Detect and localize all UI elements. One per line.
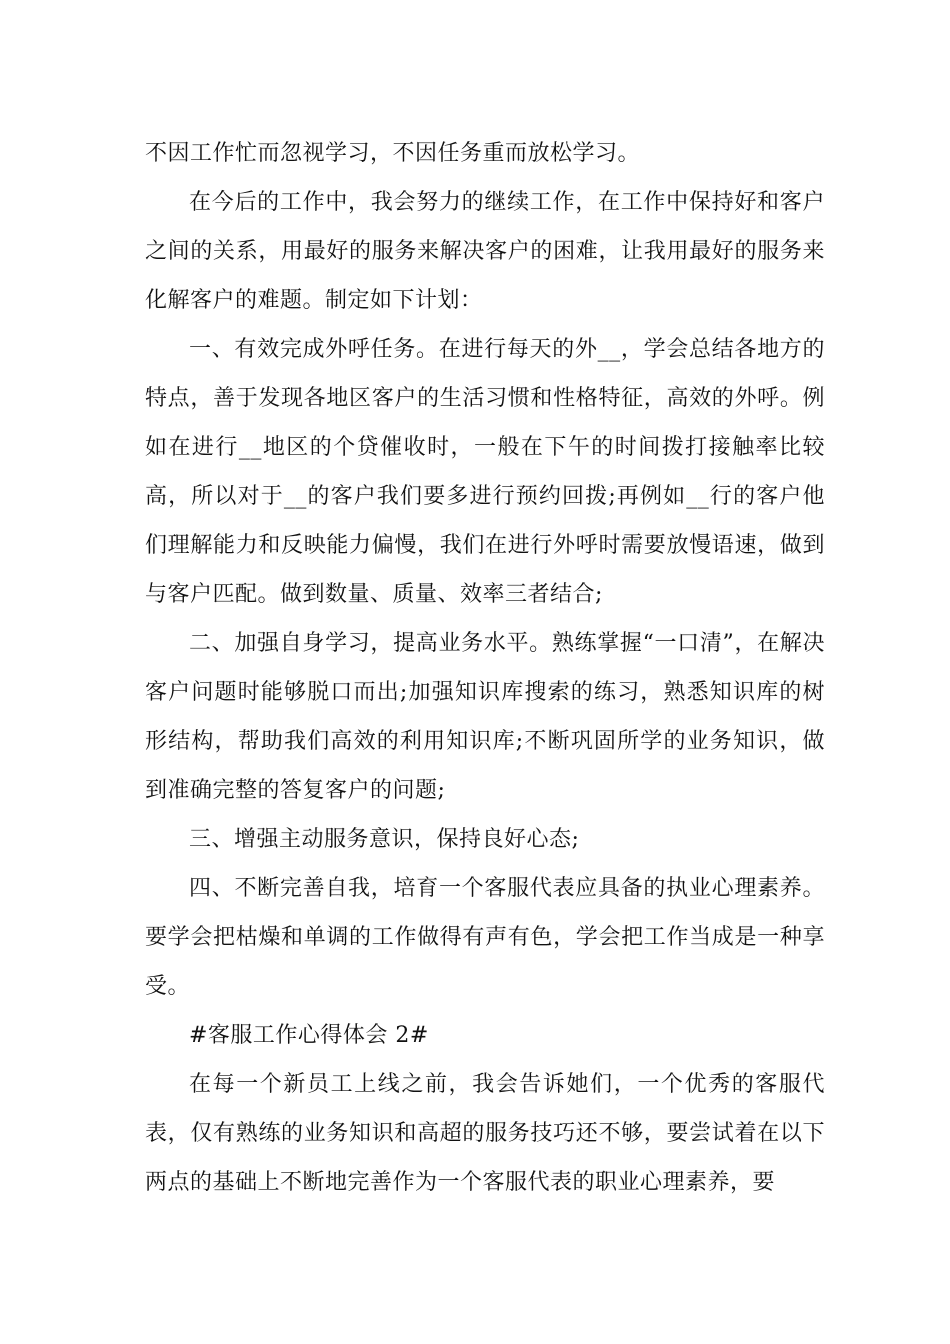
paragraph-plan-item-1: 一、有效完成外呼任务。在进行每天的外__，学会总结各地方的特点，善于发现各地区客户的生活习惯和性格特征，高效的外呼。例如在进行__地区的个贷催收时，一般在下午的时间拨打接触率比较高，所以对于__的客户我们要多进行预约回拨;再例如__行的客户他们理解能力和反映能力偏慢，我们在进行外呼时需要放慢语速，做到与客户匹配。做到数量、质量、效率三者结合; xyxy=(145,337,825,607)
paragraph-future-plan: 在今后的工作中，我会努力的继续工作，在工作中保持好和客户之间的关系，用最好的服务来解决客户的困难，让我用最好的服务来化解客户的难题。制定如下计划： xyxy=(145,190,825,313)
section-heading: #客服工作心得体会 2# xyxy=(189,1023,429,1048)
paragraph-plan-item-3: 三、增强主动服务意识，保持良好心态; xyxy=(189,827,580,852)
paragraph-plan-item-2: 二、加强自身学习，提高业务水平。熟练掌握“一口清”，在解决客户问题时能够脱口而出;加强知识库搜索的练习，熟悉知识库的树形结构，帮助我们高效的利用知识库;不断巩固所学的业务知识，做到准确完整的答复客户的问题; xyxy=(145,631,825,803)
document-body xyxy=(145,129,825,1207)
paragraph-plan-item-4: 四、不断完善自我，培育一个客服代表应具备的执业心理素养。要学会把枯燥和单调的工作做得有声有色，学会把工作当成是一种享受。 xyxy=(145,876,825,999)
paragraph-continuation: 不因工作忙而忽视学习，不因任务重而放松学习。 xyxy=(145,141,641,166)
paragraph-new-employee: 在每一个新员工上线之前，我会告诉她们，一个优秀的客服代表，仅有熟练的业务知识和高超的服务技巧还不够，要尝试着在以下两点的基础上不断地完善作为一个客服代表的职业心理素养，要 xyxy=(145,1072,825,1195)
